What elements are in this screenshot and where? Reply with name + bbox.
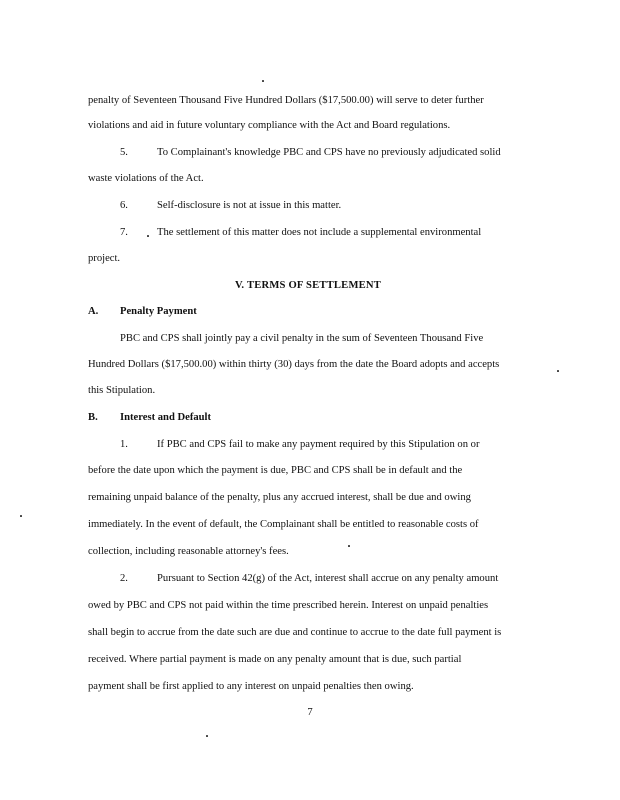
item-text: waste violations of the Act. [88, 173, 204, 184]
item-number: 2. [120, 573, 128, 584]
item-text: The settlement of this matter does not include a supplemental environmental [157, 227, 482, 238]
paragraph-line: violations and aid in future voluntary compliance with the Act and Board regulations. [88, 120, 451, 131]
item-number: 5. [120, 147, 128, 158]
item-text: project. [88, 253, 121, 264]
scan-speck [262, 80, 264, 82]
scan-speck [348, 545, 350, 547]
item-text: To Complainant's knowledge PBC and CPS have no previously adjudicated solid [157, 147, 501, 158]
section-heading: V. TERMS OF SETTLEMENT [234, 280, 382, 291]
item-text: before the date upon which the payment is due, PBC and CPS shall be in default and the [88, 465, 463, 476]
paragraph-line: this Stipulation. [88, 385, 156, 396]
subsection-letter: B. [88, 412, 98, 423]
scan-speck [557, 370, 559, 372]
paragraph-line: penalty of Seventeen Thousand Five Hundred Dollars ($17,500.00) will serve to deter further [88, 95, 484, 106]
scan-speck [147, 235, 149, 237]
subsection-title: Penalty Payment [120, 306, 197, 317]
item-text: collection, including reasonable attorney's fees. [88, 546, 289, 557]
subsection-letter: A. [88, 306, 99, 317]
scan-speck [206, 735, 208, 737]
item-number: 7. [120, 227, 128, 238]
paragraph-line: PBC and CPS shall jointly pay a civil penalty in the sum of Seventeen Thousand Five [120, 333, 484, 344]
page-number: 7 [307, 707, 313, 718]
item-text: immediately. In the event of default, the Complainant shall be entitled to reasonable costs of [88, 519, 479, 530]
item-number: 6. [120, 200, 128, 211]
item-text: shall begin to accrue from the date such are due and continue to accrue to the date full payment is [88, 627, 502, 638]
paragraph-line: Hundred Dollars ($17,500.00) within thirty (30) days from the date the Board adopts and accepts [88, 359, 500, 370]
item-text: payment shall be first applied to any interest on unpaid penalties then owing. [88, 681, 414, 692]
item-text: owed by PBC and CPS not paid within the time prescribed herein. Interest on unpaid penalties [88, 600, 489, 611]
item-text: Pursuant to Section 42(g) of the Act, interest shall accrue on any penalty amount [157, 573, 499, 584]
item-text: Self-disclosure is not at issue in this matter. [157, 200, 342, 211]
scan-speck [20, 515, 22, 517]
item-text: remaining unpaid balance of the penalty, plus any accrued interest, shall be due and owing [88, 492, 471, 503]
item-number: 1. [120, 439, 128, 450]
subsection-title: Interest and Default [120, 412, 212, 423]
item-text: If PBC and CPS fail to make any payment required by this Stipulation on or [157, 439, 480, 450]
item-text: received. Where partial payment is made on any penalty amount that is due, such partial [88, 654, 462, 665]
